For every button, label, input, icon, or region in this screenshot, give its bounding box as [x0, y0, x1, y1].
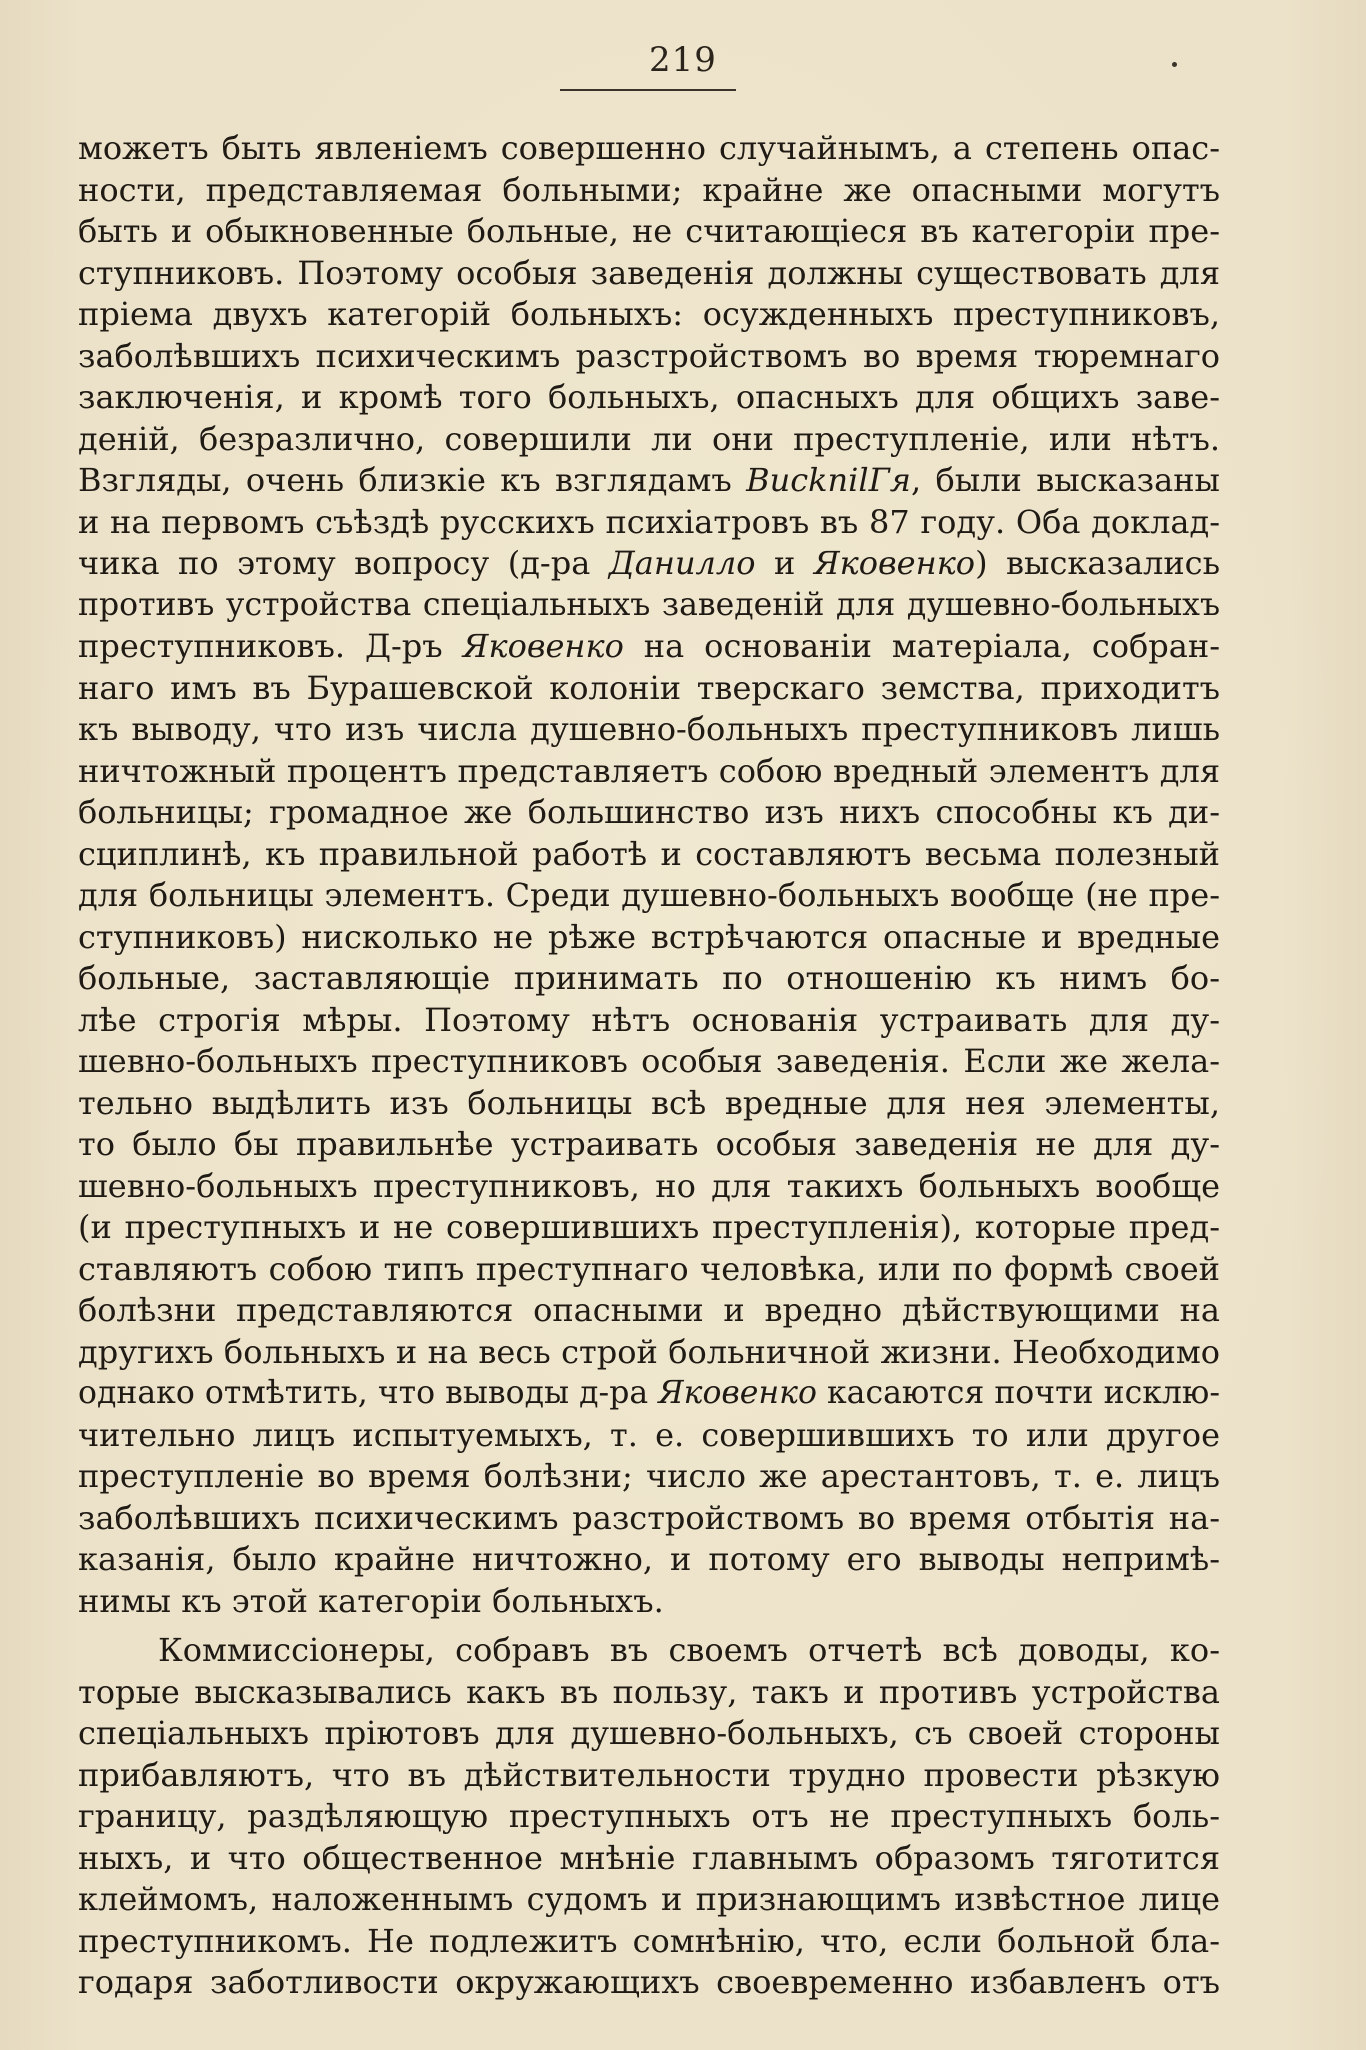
- text-line: чика по этому вопросу (д-ра Данилло и Яковенко) высказались: [78, 544, 1221, 582]
- text-line: казанія, было крайне ничтожно, и потому его выводы непримѣ-: [78, 1540, 1220, 1578]
- text-line: торые высказывались какъ въ пользу, такъ и противъ устройства: [78, 1672, 1220, 1711]
- text-line: чительно лицъ испытуемыхъ, т. е. совершившихъ то или другое: [78, 1415, 1220, 1454]
- text-line: быть и обыкновенные больные, не считающіеся въ категоріи пре-: [78, 212, 1220, 250]
- text-line: ныхъ, и что общественное мнѣніе главнымъ образомъ тяготится: [78, 1838, 1220, 1877]
- text-line: преступникомъ. Не подлежитъ сомнѣнію, что, если больной бла-: [78, 1921, 1220, 1960]
- text-line: заключенія, и кромѣ того больныхъ, опасныхъ для общихъ заве-: [78, 378, 1220, 416]
- text-line: преступниковъ. Д-ръ Яковенко на основаніи матеріала, собран-: [78, 627, 1221, 665]
- text-line: преступленіе во время болѣзни; число же арестантовъ, т. е. лицъ: [78, 1457, 1220, 1495]
- header-rule: [560, 89, 736, 91]
- text-line: тельно выдѣлить изъ больницы всѣ вредные для нея элементы,: [78, 1083, 1220, 1122]
- text-line: клеймомъ, наложеннымъ судомъ и признающимъ извѣстное лице: [78, 1880, 1220, 1918]
- page-number: 219: [649, 40, 717, 80]
- text-line: ступниковъ. Поэтому особыя заведенія должны существовать для: [78, 253, 1220, 292]
- text-line: противъ устройства спеціальныхъ заведеній для душевно-больныхъ: [78, 586, 1220, 623]
- text-line: ности, представляемая больными; крайне же опасными могутъ: [78, 170, 1220, 209]
- text-line: другихъ больныхъ и на весь строй больничной жизни. Необходимо: [78, 1332, 1220, 1371]
- text-line: больные, заставляющіе принимать по отношенію къ нимъ бо-: [78, 959, 1220, 997]
- text-line: годаря заботливости окружающихъ своевременно избавленъ отъ: [78, 1963, 1220, 2001]
- paragraph-start-line: Коммиссіонеры, собравъ въ своемъ отчетѣ всѣ доводы, ко-: [158, 1631, 1220, 1669]
- text-line: и на первомъ съѣздѣ русскихъ психіатровъ въ 87 году. Оба доклад-: [78, 502, 1220, 541]
- text-line: заболѣвшихъ психическимъ разстройствомъ во время тюремнаго: [78, 336, 1220, 375]
- text-line: пріема двухъ категорій больныхъ: осужденныхъ преступниковъ,: [78, 295, 1220, 333]
- text-line: шевно-больныхъ преступниковъ, но для такихъ больныхъ вообще: [78, 1166, 1220, 1205]
- text-line: прибавляютъ, что въ дѣйствительности трудно провести рѣзкую: [78, 1755, 1220, 1794]
- text-line: границу, раздѣляющую преступныхъ отъ не преступныхъ боль-: [78, 1797, 1220, 1835]
- text-line: заболѣвшихъ психическимъ разстройствомъ во время отбытія на-: [78, 1498, 1220, 1537]
- paragraph-gap: [78, 1622, 1220, 1630]
- text-line: ставляютъ собою типъ преступнаго человѣка, или по формѣ своей: [78, 1249, 1220, 1288]
- text-line: къ выводу, что изъ числа душевно-больныхъ преступниковъ лишь: [78, 710, 1220, 748]
- text-line: лѣе строгія мѣры. Поэтому нѣтъ основанія устраивать для ду-: [78, 1000, 1220, 1039]
- text-line: сциплинѣ, къ правильной работѣ и составляютъ весьма полезный: [78, 834, 1220, 873]
- text-line: для больницы элементъ. Среди душевно-больныхъ вообще (не пре-: [78, 876, 1220, 914]
- body-text: [78, 128, 1220, 2004]
- text-line: шевно-больныхъ преступниковъ особыя заведенія. Если же жела-: [78, 1042, 1220, 1080]
- text-line: однако отмѣтить, что выводы д-ра Яковенко касаются почти исклю-: [78, 1375, 1220, 1411]
- text-line: ступниковъ) нисколько не рѣже встрѣчаются опасные и вредные: [78, 917, 1220, 956]
- text-line: Взгляды, очень близкіе къ взглядамъ BucknilГя, были высказаны: [78, 461, 1221, 499]
- text-line: (и преступныхъ и не совершившихъ преступленія), которые пред-: [78, 1208, 1220, 1246]
- italic-name: Яковенко: [658, 1375, 817, 1411]
- italic-name: BucknilГя: [746, 461, 911, 499]
- text-line: спеціальныхъ пріютовъ для душевно-больныхъ, съ своей стороны: [78, 1714, 1220, 1752]
- italic-name: Яковенко: [813, 544, 976, 582]
- italic-name: Яковенко: [462, 627, 624, 665]
- text-line: можетъ быть явленіемъ совершенно случайнымъ, а степень опас-: [78, 129, 1220, 167]
- text-line: наго имъ въ Бурашевской колоніи тверскаго земства, приходитъ: [78, 668, 1220, 707]
- paragraph-end-line: нимы къ этой категоріи больныхъ.: [78, 1581, 664, 1620]
- text-line: больницы; громадное же большинство изъ нихъ способны къ ди-: [78, 793, 1220, 831]
- text-line: то было бы правильнѣе устраивать особыя заведенія не для ду-: [78, 1125, 1220, 1163]
- text-line: деній, безразлично, совершили ли они преступленіе, или нѣтъ.: [78, 419, 1220, 458]
- ink-speck: [1172, 62, 1177, 67]
- italic-name: Данилло: [608, 544, 756, 582]
- text-line: ничтожный процентъ представляетъ собою вредный элементъ для: [78, 751, 1220, 790]
- text-line: болѣзни представляются опасными и вредно дѣйствующими на: [78, 1291, 1220, 1329]
